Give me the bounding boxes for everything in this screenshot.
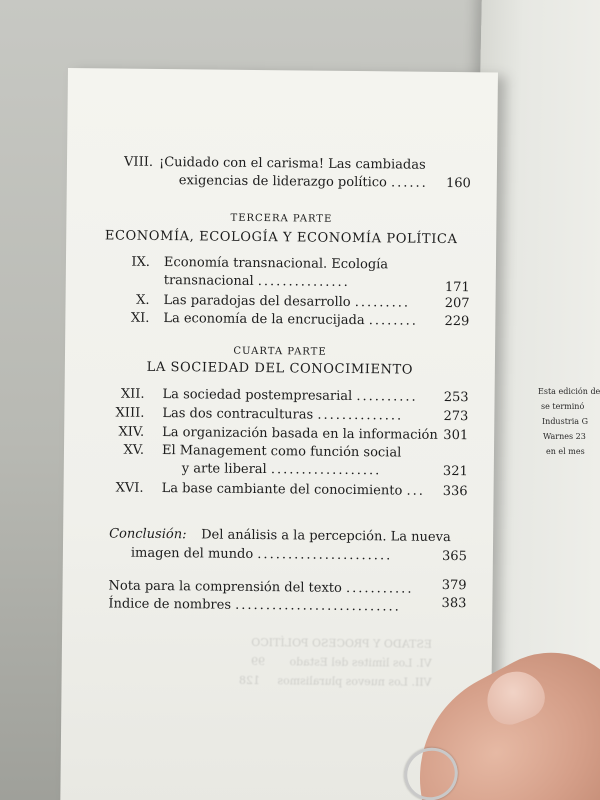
page-number: 301 (443, 427, 469, 444)
back-matter-title: Nota para la comprensión del texto ........... (108, 578, 414, 597)
table-of-contents (60, 68, 498, 800)
colophon-line: Warnes 23 (543, 432, 586, 441)
conclusion-title-line: imagen del mundo ...................... (130, 545, 393, 564)
colophon-line: en el mes (546, 447, 585, 456)
page-number: 383 (441, 595, 467, 612)
page-number: 336 (442, 483, 468, 500)
back-matter-title: Índice de nombres ........................... (108, 596, 401, 615)
part-title: ECONOMÍA, ECOLOGÍA Y ECONOMÍA POLÍTICA (104, 228, 458, 248)
toc-entry (66, 292, 496, 312)
chapter-title-line: exigencias de liderazgo político ...... (178, 173, 428, 191)
toc-entry (67, 154, 497, 192)
conclusion-label: Conclusión: (109, 526, 187, 543)
chapter-number: VIII. (124, 154, 154, 170)
toc-entry (62, 595, 492, 615)
page-number: 273 (443, 408, 469, 425)
toc-entry (66, 254, 496, 296)
conclusion-title-line: Del análisis a la percepción. La nueva (201, 527, 451, 546)
toc-entry (63, 577, 493, 597)
page-number: 365 (441, 548, 467, 565)
chapter-title-line: y arte liberal .................. (181, 461, 382, 479)
chapter-title-line: La base cambiante del conocimiento ... (161, 481, 425, 499)
chapter-number: X. (136, 292, 150, 308)
chapter-number: XIII. (115, 405, 145, 421)
toc-entry (64, 405, 494, 425)
colophon-line: se terminó (541, 402, 585, 411)
page-number: 379 (441, 577, 467, 594)
colophon-text (538, 384, 600, 459)
toc-entry-conclusion (63, 526, 493, 565)
colophon-line: Esta edición de (538, 387, 600, 396)
part-label: CUARTA PARTE (233, 345, 327, 358)
page-number: 253 (443, 389, 469, 406)
colophon-line: Industria G (542, 417, 588, 426)
toc-entry (64, 424, 494, 444)
chapter-number: XVI. (115, 480, 144, 496)
bleed-through-text: ESTADO Y PROCESO POLÍTICO VI. Los límites del Estado 99 VII. Los nuevos pluralismos 128 (238, 635, 433, 689)
chapter-title-line: La organización basada en la información (162, 425, 438, 443)
chapter-title-line: Economía transnacional. Ecología (163, 255, 389, 273)
chapter-number: IX. (131, 254, 151, 270)
toc-entry (65, 386, 495, 406)
part-title: LA SOCIEDAD DEL CONOCIMIENTO (146, 359, 414, 378)
chapter-title-line: Las dos contraculturas .............. (162, 406, 404, 424)
chapter-title-line: La sociedad postempresarial .......... (162, 387, 418, 405)
chapter-title-line: transnacional ............... (163, 273, 350, 290)
part-label: TERCERA PARTE (230, 212, 333, 225)
page-number: 160 (445, 175, 471, 192)
page-number: 229 (444, 313, 470, 330)
toc-entry (64, 480, 494, 500)
page-number: 171 (444, 279, 470, 296)
book-page (60, 68, 498, 800)
toc-entry (65, 310, 495, 330)
page-number: 321 (442, 463, 468, 480)
chapter-number: XV. (123, 442, 145, 458)
chapter-title-line: Las paradojas del desarrollo ......... (163, 293, 411, 311)
chapter-number: XI. (130, 310, 150, 326)
chapter-number: XIV. (118, 424, 145, 440)
page-number: 207 (444, 295, 470, 312)
chapter-title-line: ¡Cuidado con el carisma! Las cambiadas (158, 154, 426, 173)
chapter-title-line: La economía de la encrucijada ........ (163, 311, 418, 329)
chapter-number: XII. (120, 386, 145, 402)
chapter-title-line: El Management como función social (161, 443, 402, 461)
